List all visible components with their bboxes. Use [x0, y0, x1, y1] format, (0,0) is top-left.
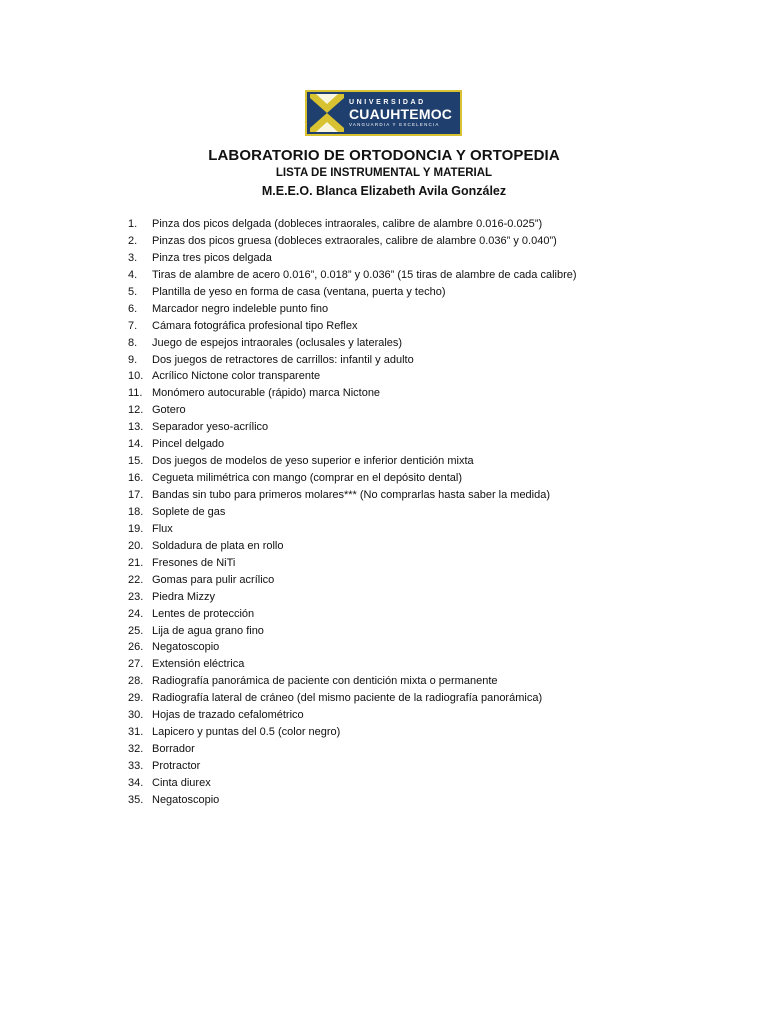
list-item-number: 15.	[128, 455, 144, 468]
list-item-number: 17.	[128, 489, 144, 501]
list-item-text: Soplete de gas	[152, 505, 226, 518]
list-item-text: Pinza tres picos delgada	[152, 251, 272, 264]
list-item	[128, 792, 577, 809]
list-item-number: 33.	[128, 760, 144, 772]
list-item-text: Piedra Mizzy	[152, 590, 215, 603]
list-item-number: 11.	[128, 387, 143, 400]
list-item-text: Lija de agua grano fino	[152, 624, 264, 637]
list-item	[128, 453, 577, 470]
list-item-number: 19.	[128, 522, 144, 535]
list-item-number: 13.	[128, 421, 144, 434]
list-item-number: 31.	[128, 726, 144, 739]
list-item	[128, 606, 577, 623]
list-item	[128, 623, 577, 640]
list-item-text: Pinzas dos picos gruesa (dobleces extraorales, calibre de alambre 0.036” y 0.040”)	[152, 234, 557, 247]
list-item-text: Negatoscopio	[152, 793, 220, 806]
list-item-number: 22.	[128, 573, 144, 586]
list-item-number: 6.	[128, 302, 138, 315]
list-item-number: 4.	[128, 268, 138, 281]
list-item	[128, 775, 577, 792]
list-item-number: 30.	[128, 709, 144, 722]
list-item-text: Fresones de NiTi	[152, 556, 236, 569]
list-item-text: Gomas para pulir acrílico	[152, 573, 275, 586]
list-item-text: Cinta diurex	[152, 776, 211, 789]
list-item-text: Soldadura de plata en rollo	[152, 539, 284, 552]
list-item-text: Bandas sin tubo para primeros molares*** (No comprarlas hasta saber la medida)	[152, 489, 551, 501]
list-item	[128, 521, 577, 538]
list-item-number: 16.	[128, 472, 144, 485]
list-item-number: 10.	[128, 370, 144, 383]
list-item-number: 5.	[128, 285, 138, 298]
list-item-text: Protractor	[152, 760, 201, 772]
list-item-text: Flux	[152, 522, 173, 535]
list-item	[128, 385, 577, 402]
logo-wordmark	[349, 99, 452, 128]
list-item	[128, 402, 577, 419]
logo-emblem-icon	[310, 94, 344, 132]
list-item	[128, 318, 577, 335]
list-item-text: Cámara fotográfica profesional tipo Reflex	[152, 319, 358, 332]
list-item-number: 34.	[128, 776, 144, 789]
list-item-text: Dos juegos de retractores de carrillos: infantil y adulto	[152, 353, 414, 366]
list-item	[128, 741, 577, 758]
list-item-text: Separador yeso-acrílico	[152, 421, 269, 434]
list-item-number: 9.	[128, 353, 138, 366]
list-item	[128, 538, 577, 555]
list-item	[128, 301, 577, 318]
list-item	[128, 335, 577, 352]
list-item-text: Extensión eléctrica	[152, 658, 245, 671]
list-item-number: 3.	[128, 251, 138, 264]
list-item-number: 23.	[128, 590, 144, 603]
list-item-number: 35.	[128, 793, 144, 806]
list-item-text: Juego de espejos intraorales (oclusales y laterales)	[152, 336, 403, 349]
list-item-text: Hojas de trazado cefalométrico	[152, 709, 304, 722]
list-item	[128, 250, 577, 267]
list-item	[128, 216, 577, 233]
list-item-text: Tiras de alambre de acero 0.016”, 0.018” y 0.036” (15 tiras de alambre de cada calibre)	[152, 268, 577, 281]
list-item-number: 12.	[128, 404, 144, 417]
logo-motto: VANGUARDIA Y EXCELENCIA	[349, 121, 440, 127]
document-subtitle: LISTA DE INSTRUMENTAL Y MATERIAL	[275, 167, 493, 179]
list-item	[128, 504, 577, 521]
list-item-text: Pincel delgado	[152, 438, 225, 451]
list-item	[128, 487, 577, 504]
list-item-number: 25.	[128, 624, 144, 637]
list-item-text: Lentes de protección	[152, 607, 255, 620]
list-item-text: Borrador	[152, 743, 195, 756]
list-item-text: Plantilla de yeso en forma de casa (ventana, puerta y techo)	[152, 285, 446, 298]
list-item-number: 27.	[128, 658, 144, 671]
list-item-number: 8.	[128, 336, 138, 349]
list-item	[128, 589, 577, 606]
list-item	[128, 673, 577, 690]
list-item	[128, 470, 577, 487]
list-item-text: Pinza dos picos delgada (dobleces intraorales, calibre de alambre 0.016-0.025”)	[152, 218, 543, 230]
list-item-text: Radiografía panorámica de paciente con dentición mixta o permanente	[152, 675, 498, 688]
list-item-text: Cegueta milimétrica con mango (comprar en el depósito dental)	[152, 472, 462, 485]
list-item	[128, 707, 577, 724]
list-item-number: 18.	[128, 505, 144, 518]
list-item	[128, 656, 577, 673]
logo-university-label: UNIVERSIDAD	[349, 98, 426, 106]
list-item-text: Dos juegos de modelos de yeso superior e inferior dentición mixta	[152, 455, 474, 468]
list-item-number: 21.	[128, 556, 144, 569]
list-item	[128, 436, 577, 453]
list-item-number: 2.	[128, 234, 138, 247]
list-item	[128, 555, 577, 572]
university-logo	[305, 90, 462, 136]
document-title: LABORATORIO DE ORTODONCIA Y ORTOPEDIA	[208, 147, 560, 164]
list-item-number: 24.	[128, 607, 144, 620]
list-item	[128, 233, 577, 250]
list-item-number: 14.	[128, 438, 144, 451]
list-item	[128, 368, 577, 385]
list-item-text: Acrílico Nictone color transparente	[152, 370, 321, 383]
list-item-text: Monómero autocurable (rápido) marca Nictone	[152, 387, 381, 400]
list-item-number: 29.	[128, 692, 144, 705]
list-item-text: Lapicero y puntas del 0.5 (color negro)	[152, 726, 341, 739]
list-item-number: 1.	[128, 218, 138, 230]
list-item	[128, 419, 577, 436]
list-item-text: Negatoscopio	[152, 641, 220, 654]
list-item-number: 32.	[128, 743, 144, 756]
document-author: M.E.E.O. Blanca Elizabeth Avila González	[261, 184, 507, 198]
list-item	[128, 639, 577, 656]
list-item	[128, 690, 577, 707]
list-item	[128, 724, 577, 741]
list-item	[128, 284, 577, 301]
logo-university-name: CUAUHTEMOC	[349, 105, 453, 122]
list-item-text: Radiografía lateral de cráneo (del mismo paciente de la radiografía panorámica)	[152, 692, 543, 705]
list-item	[128, 572, 577, 589]
list-item-number: 28.	[128, 675, 144, 688]
list-item	[128, 352, 577, 369]
list-item-text: Gotero	[152, 404, 186, 417]
material-list	[128, 216, 577, 809]
list-item-text: Marcador negro indeleble punto fino	[152, 302, 329, 315]
list-item-number: 26.	[128, 641, 144, 654]
list-item-number: 20.	[128, 539, 144, 552]
list-item	[128, 758, 577, 775]
list-item	[128, 267, 577, 284]
list-item-number: 7.	[128, 319, 138, 332]
